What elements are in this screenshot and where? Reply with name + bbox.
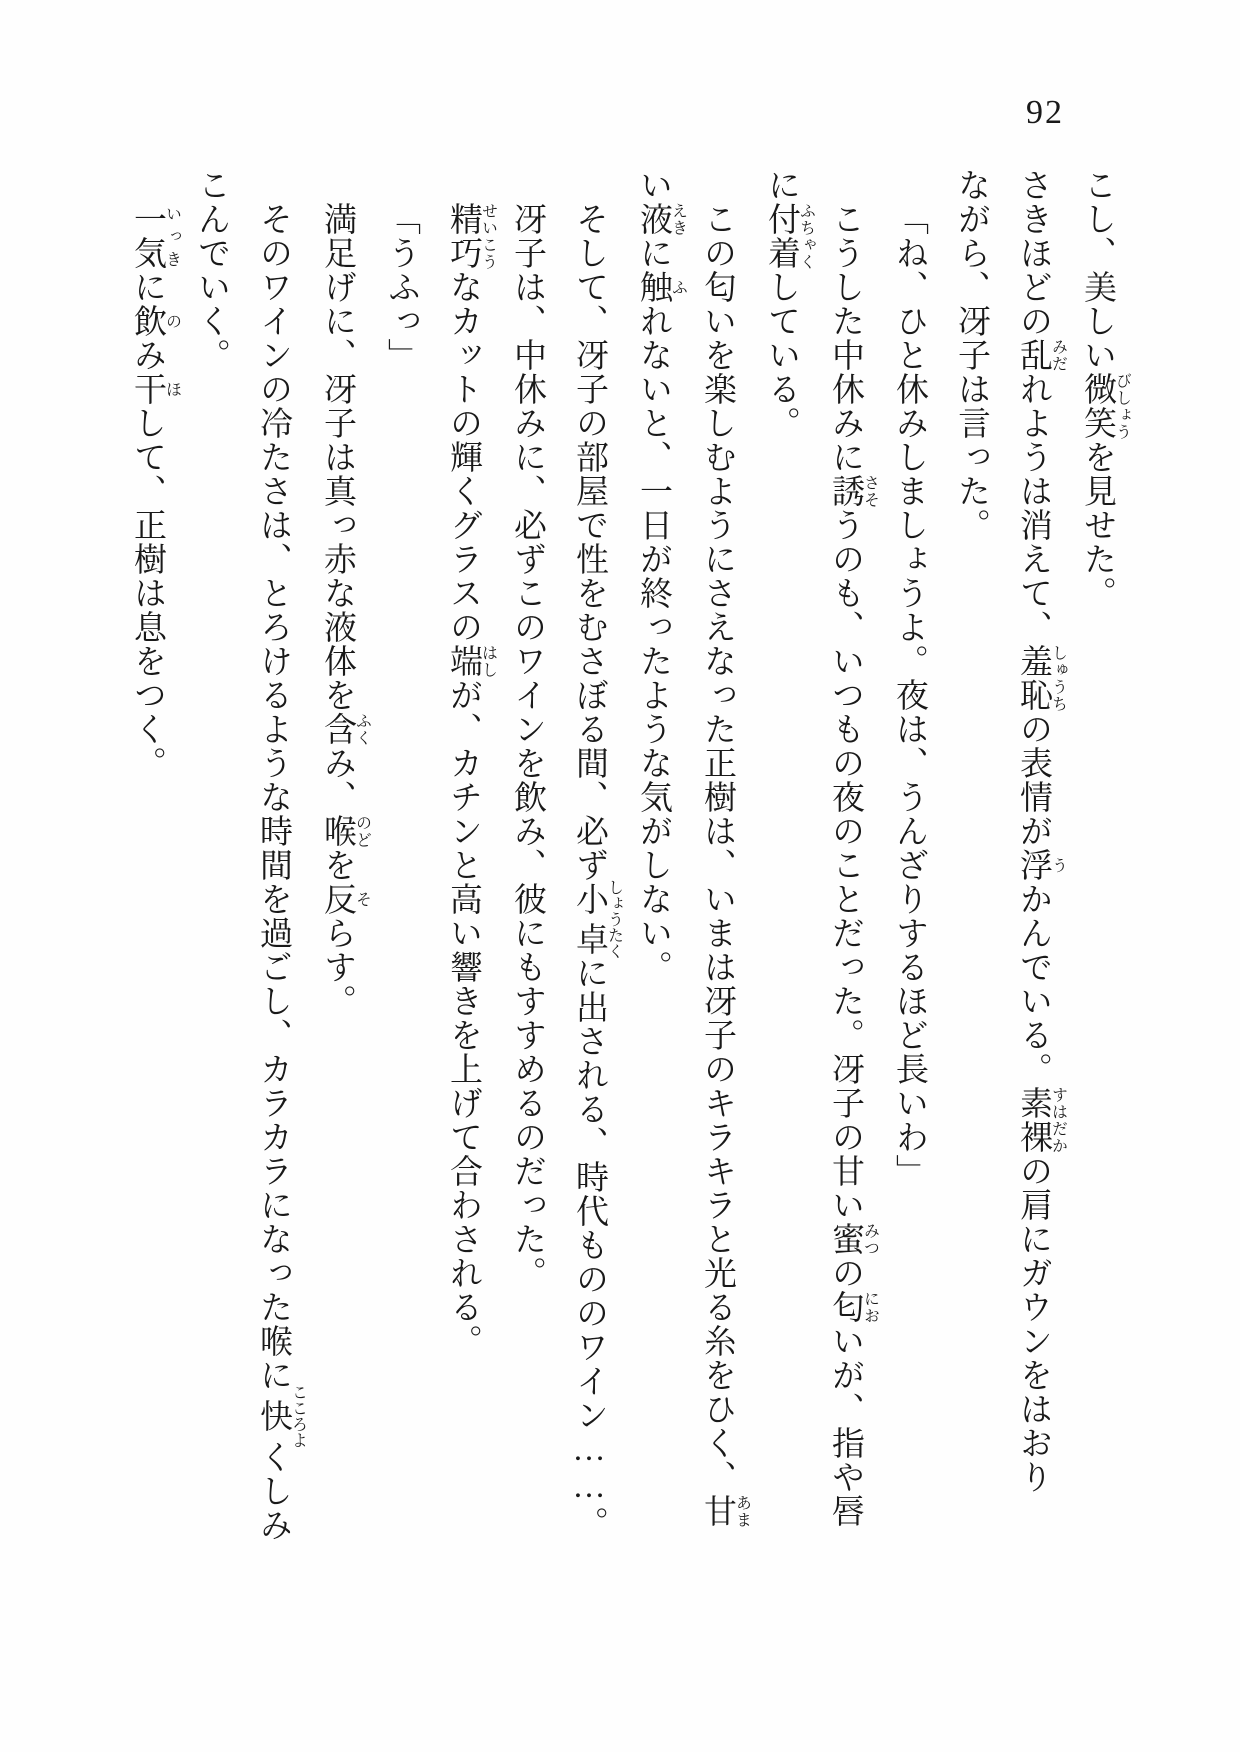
text-line: こし、美しい微笑びしょうを見せた。 <box>1079 168 1131 610</box>
furigana-ruby: 付着ふちゃく <box>763 202 815 270</box>
furigana-text: ほ <box>163 372 181 406</box>
furigana-ruby: 羞恥しゅうち <box>1015 644 1067 712</box>
text-line: い液えきに触ふれないと、一日が終ったような気がしない。 <box>635 168 687 984</box>
furigana-text: せいこう <box>479 202 497 270</box>
text-line: この匂いを楽しむようにさえなった正樹は、いまは冴子のキラキラと光る糸をひく、甘あま <box>699 202 751 1528</box>
furigana-ruby: 触ふ <box>635 270 687 304</box>
furigana-ruby: 液えき <box>635 202 687 236</box>
furigana-text: びしょう <box>1113 372 1131 440</box>
furigana-ruby: 喉のど <box>319 814 371 848</box>
furigana-text: の <box>163 304 181 338</box>
furigana-text: そ <box>353 882 371 916</box>
furigana-text: にお <box>861 1290 879 1324</box>
furigana-ruby: 小卓しょうたく <box>571 879 623 959</box>
furigana-ruby: 干ほ <box>129 372 181 406</box>
furigana-ruby: 甘あま <box>699 1494 751 1528</box>
furigana-text: みつ <box>861 1222 879 1256</box>
furigana-ruby: 含ふく <box>319 712 371 746</box>
furigana-ruby: 匂にお <box>827 1290 879 1324</box>
furigana-ruby: 一気いっき <box>129 202 181 270</box>
furigana-text: ふく <box>353 712 371 746</box>
furigana-text: ふ <box>669 270 687 304</box>
text-line: 満足げに、冴子は真っ赤な液体を含ふくみ、喉のどを反そらす。 <box>319 202 371 1018</box>
text-line: そのワインの冷たさは、とろけるような時間を過ごし、カラカラになった喉に快こころよくしみ <box>255 202 307 1542</box>
text-block <box>116 168 1130 1546</box>
furigana-ruby: 誘さそ <box>827 474 879 508</box>
text-line: 精巧せいこうなカットの輝くグラスの端はしが、カチンと高い響きを上げて合わされる。 <box>445 202 497 1358</box>
furigana-ruby: 蜜みつ <box>827 1222 879 1256</box>
text-line: こうした中休みに誘さそうのも、いつもの夜のことだった。冴子の甘い蜜みつの匂においが、指や唇 <box>827 202 879 1528</box>
furigana-ruby: 反そ <box>319 882 371 916</box>
furigana-ruby: 端はし <box>445 644 497 678</box>
furigana-text: こころよ <box>289 1384 307 1448</box>
furigana-text: のど <box>353 814 371 848</box>
page-number: 92 <box>1026 94 1064 131</box>
text-line: 冴子は、中休みに、必ずこのワインを飲み、彼にもすすめるのだった。 <box>509 202 545 1290</box>
furigana-ruby: 浮う <box>1015 848 1067 882</box>
furigana-ruby: 精巧せいこう <box>445 202 497 270</box>
furigana-text: いっき <box>163 202 181 270</box>
furigana-text: ふちゃく <box>797 202 815 270</box>
furigana-text: あま <box>733 1494 751 1528</box>
furigana-ruby: 飲の <box>129 304 181 338</box>
text-line: そして、冴子の部屋で性をむさぼる間、必ず小卓しょうたくに出される、時代もののワイン……。 <box>571 202 623 1540</box>
text-line: さきほどの乱みだれようは消えて、羞恥しゅうちの表情が浮うかんでいる。素裸すはだかの肩にガウンをはおり <box>1015 168 1067 1494</box>
furigana-ruby: 素裸すはだか <box>1015 1086 1067 1154</box>
furigana-ruby: 微笑びしょう <box>1079 372 1131 440</box>
text-line: 「ね、ひと休みしましょうよ。夜は、うんざりするほど長いわ」 <box>891 202 927 1188</box>
text-line: 一気いっきに飲のみ干ほして、正樹は息をつく。 <box>129 202 181 780</box>
furigana-ruby: 乱みだ <box>1015 338 1067 372</box>
furigana-text: う <box>1049 848 1067 882</box>
furigana-text: しゅうち <box>1049 644 1067 712</box>
text-line: ながら、冴子は言った。 <box>953 168 989 542</box>
furigana-text: えき <box>669 202 687 236</box>
text-line: こんでいく。 <box>193 168 229 372</box>
furigana-text: しょうたく <box>605 879 623 959</box>
furigana-text: はし <box>479 644 497 678</box>
furigana-ruby: 快こころよ <box>255 1384 307 1448</box>
furigana-text: すはだか <box>1049 1086 1067 1154</box>
text-line: に付着ふちゃくしている。 <box>763 168 815 440</box>
furigana-text: さそ <box>861 474 879 508</box>
text-line: 「うふっ」 <box>383 202 419 372</box>
furigana-text: みだ <box>1049 338 1067 372</box>
